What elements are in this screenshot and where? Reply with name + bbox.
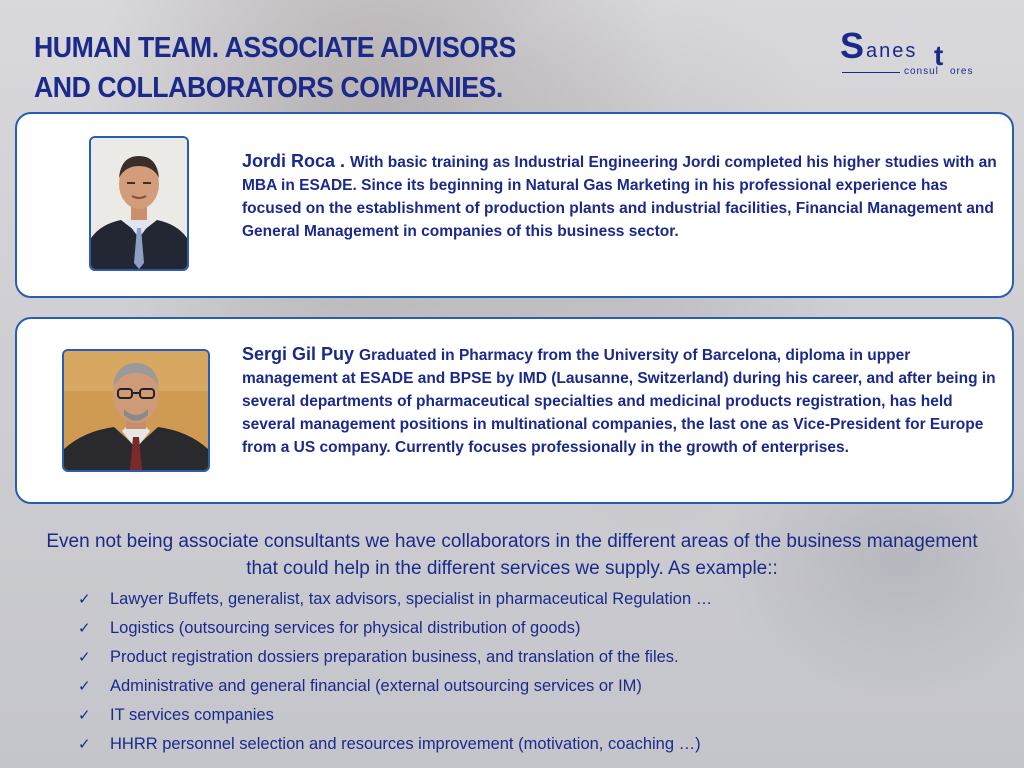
list-item bbox=[78, 585, 712, 614]
page-title-line-1: HUMAN TEAM. ASSOCIATE ADVISORS bbox=[34, 32, 516, 64]
page-title bbox=[34, 28, 516, 108]
advisor-card-jordi-roca bbox=[15, 112, 1014, 298]
page-title-line-2: AND COLLABORATORS COMPANIES. bbox=[34, 72, 503, 104]
advisor-bio bbox=[242, 343, 1006, 459]
logo-word-ores: ores bbox=[950, 66, 974, 77]
portrait-man-suit-icon bbox=[91, 138, 187, 269]
portrait-man-glasses-icon bbox=[64, 351, 208, 470]
advisor-name: Jordi Roca . bbox=[242, 151, 351, 171]
list-item bbox=[78, 701, 712, 730]
advisor-photo-jordi-roca bbox=[89, 136, 189, 271]
sanestconsultores-logo bbox=[840, 25, 980, 80]
list-item bbox=[78, 672, 712, 701]
list-item-text: HHRR personnel selection and resources improvement (motivation, coaching …) bbox=[110, 735, 701, 753]
list-item bbox=[78, 614, 712, 643]
checkmark-icon: ✓ bbox=[78, 707, 91, 724]
checkmark-icon: ✓ bbox=[78, 678, 91, 695]
advisor-name: Sergi Gil Puy bbox=[242, 344, 360, 364]
services-list bbox=[78, 585, 712, 759]
advisor-card-sergi-gil-puy bbox=[15, 317, 1014, 504]
logo-letter-t: t bbox=[934, 40, 944, 71]
logo-word-anes: anes bbox=[866, 40, 918, 62]
advisor-bio bbox=[242, 150, 1006, 243]
checkmark-icon: ✓ bbox=[78, 591, 91, 608]
advisor-bio-text: With basic training as Industrial Engineering Jordi completed his higher studies with an MBA in ESADE. Since its beginning in Natural Gas Marketing in his professional experience has focused on the establishment of production plants and industrial facilities, Financial Management and General Management in companies of this business sector. bbox=[242, 154, 997, 240]
checkmark-icon: ✓ bbox=[78, 620, 91, 637]
list-item bbox=[78, 643, 712, 672]
list-item bbox=[78, 730, 712, 759]
logo-rule bbox=[842, 72, 900, 73]
checkmark-icon: ✓ bbox=[78, 736, 91, 753]
list-item-text: Product registration dossiers preparation business, and translation of the files. bbox=[110, 648, 679, 666]
list-item-text: Lawyer Buffets, generalist, tax advisors, specialist in pharmaceutical Regulation … bbox=[110, 590, 713, 608]
checkmark-icon: ✓ bbox=[78, 649, 91, 666]
list-item-text: Logistics (outsourcing services for physical distribution of goods) bbox=[110, 619, 581, 637]
list-item-text: IT services companies bbox=[110, 706, 274, 724]
list-item-text: Administrative and general financial (external outsourcing services or IM) bbox=[110, 677, 642, 695]
advisor-bio-text: Graduated in Pharmacy from the University of Barcelona, diploma in upper management at ESADE and BPSE by IMD (Lausanne, Switzerland) during his career, and after being in several departments of pharmaceutical specialties and medicinal products registration, has held several management positions in multinational companies, the last one as Vice-President for Europe from a US company. Currently focuses professionally in the growth of enterprises. bbox=[242, 347, 996, 456]
logo-letter-s: S bbox=[840, 25, 865, 66]
advisor-photo-sergi-gil-puy bbox=[62, 349, 210, 472]
collaborators-intro: Even not being associate consultants we have collaborators in the different areas of the business management that could help in the different services we supply. As example:: bbox=[46, 531, 978, 579]
logo-word-consul: consul bbox=[904, 66, 939, 77]
